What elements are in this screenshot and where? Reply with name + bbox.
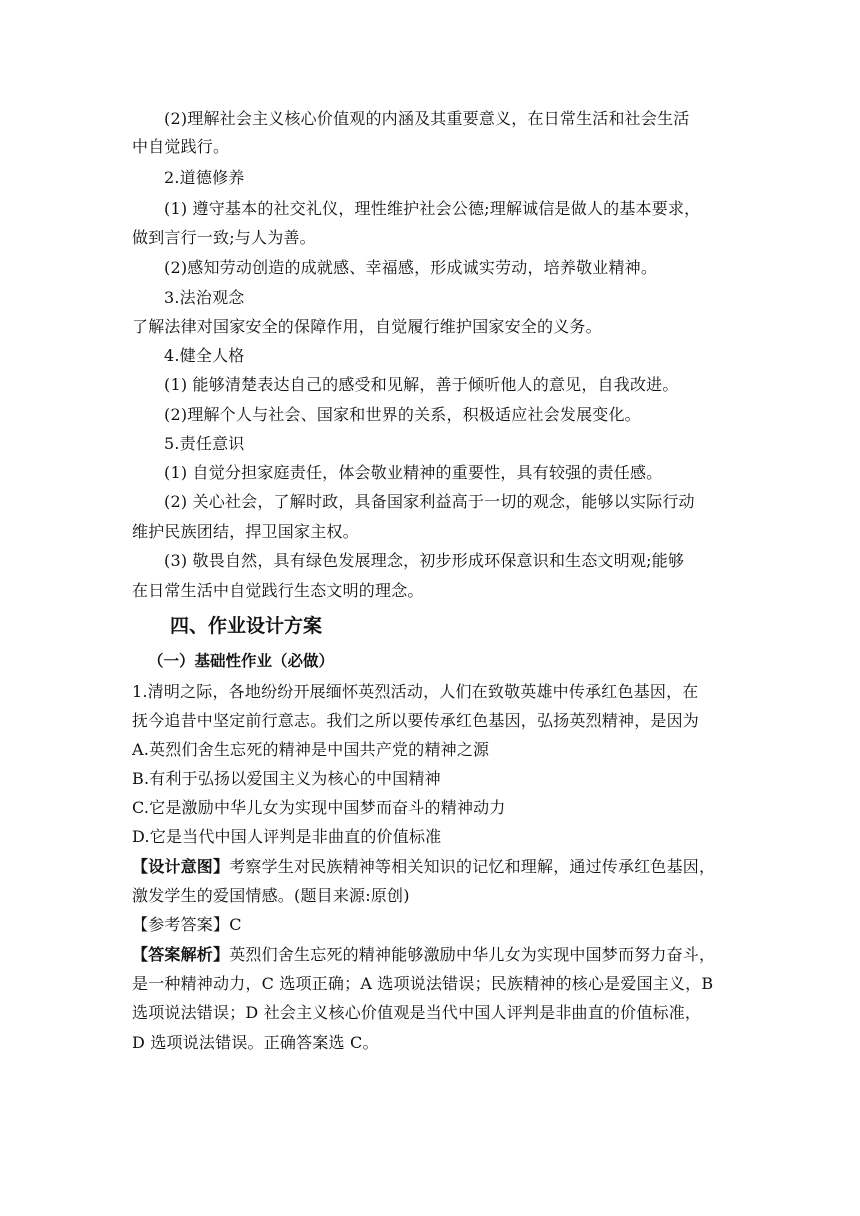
paragraph-line: (2)理解个人与社会、国家和世界的关系，积极适应社会发展变化。 — [164, 405, 641, 424]
answer-analysis-text: 英烈们舍生忘死的精神能够激励中华儿女为实现中国梦而努力奋斗， — [229, 945, 716, 964]
design-intent — [132, 857, 715, 877]
answer-analysis-text: 选项说法错误；D 社会主义核心价值观是当代中国人评判是非曲直的价值标准， — [132, 1003, 702, 1022]
reference-answer-value: C — [229, 915, 242, 934]
paragraph-line: (2)理解社会主义核心价值观的内涵及其重要意义，在日常生活和社会生活 — [164, 109, 690, 128]
paragraph-line: (3) 敬畏自然，具有绿色发展理念，初步形成环保意识和生态文明观;能够 — [164, 551, 685, 570]
question-stem: 抚今追昔中坚定前行意志。我们之所以要传承红色基因，弘扬英烈精神，是因为 — [132, 711, 700, 730]
question-stem: 1.清明之际，各地纷纷开展缅怀英烈活动，人们在致敬英雄中传承红色基因，在 — [132, 682, 699, 701]
option-c: C.它是激励中华儿女为实现中国梦而奋斗的精神动力 — [132, 798, 506, 817]
paragraph-line: (2)感知劳动创造的成就感、幸福感，形成诚实劳动，培养敬业精神。 — [164, 258, 658, 277]
paragraph-line: (1) 遵守基本的社交礼仪，理性维护社会公德;理解诚信是做人的基本要求， — [164, 199, 701, 218]
paragraph-line: (1) 自觉分担家庭责任，体会敬业精神的重要性，具有较强的责任感。 — [164, 463, 663, 482]
option-d: D.它是当代中国人评判是非曲直的价值标准 — [132, 827, 442, 846]
subsection-title: 5.责任意识 — [164, 434, 245, 453]
subsection-title: 4.健全人格 — [164, 346, 245, 365]
reference-answer-tag: 【参考答案】 — [132, 915, 230, 934]
subsection-title: 3.法治观念 — [164, 288, 245, 307]
subsection-heading: （一）基础性作业（必做） — [148, 652, 335, 670]
reference-answer — [132, 915, 242, 935]
paragraph-line: 做到言行一致;与人为善。 — [132, 228, 316, 247]
subsection-title: 2.道德修养 — [164, 168, 245, 187]
answer-analysis-text: 是一种精神动力，C 选项正确；A 选项说法错误；民族精神的核心是爱国主义，B — [132, 974, 714, 993]
design-intent-text: 激发学生的爱国情感。(题目来源:原创) — [132, 886, 410, 905]
paragraph-line: 维护民族团结，捍卫国家主权。 — [132, 522, 359, 541]
section-heading: 四、作业设计方案 — [170, 615, 323, 637]
answer-analysis-text: D 选项说法错误。正确答案选 C。 — [132, 1033, 379, 1052]
answer-analysis — [132, 945, 715, 965]
option-b: B.有利于弘扬以爱国主义为核心的中国精神 — [132, 769, 441, 788]
paragraph-line: (1) 能够清楚表达自己的感受和见解，善于倾听他人的意见，自我改进。 — [164, 375, 679, 394]
paragraph-line: 中自觉践行。 — [132, 137, 230, 156]
design-intent-tag: 【设计意图】 — [132, 857, 230, 876]
design-intent-text: 考察学生对民族精神等相关知识的记忆和理解，通过传承红色基因， — [229, 857, 716, 876]
paragraph-line: 了解法律对国家安全的保障作用，自觉履行维护国家安全的义务。 — [132, 317, 602, 336]
answer-analysis-tag: 【答案解析】 — [132, 945, 230, 964]
option-a: A.英烈们舍生忘死的精神是中国共产党的精神之源 — [132, 740, 490, 759]
paragraph-line: 在日常生活中自觉践行生态文明的理念。 — [132, 581, 424, 600]
paragraph-line: (2) 关心社会，了解时政，具备国家利益高于一切的观念，能够以实际行动 — [164, 492, 695, 511]
